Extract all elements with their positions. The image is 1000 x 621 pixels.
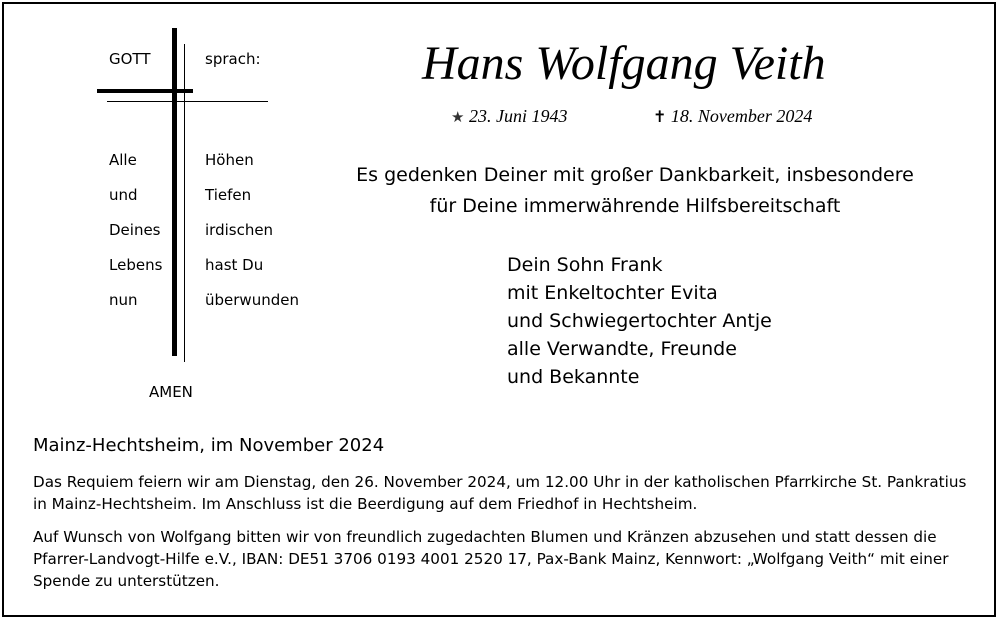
psalm-right-word: Tiefen xyxy=(205,186,252,204)
birth-date: 23. Juni 1943 xyxy=(468,106,568,126)
thanks-line: für Deine immerwährende Hilfsbereitschaft xyxy=(429,195,841,217)
psalm-left-word: Lebens xyxy=(109,256,163,274)
cross-horizontal-bar xyxy=(97,89,193,93)
cross-vertical-bar xyxy=(172,28,177,356)
birth-star-icon: ★ xyxy=(451,110,465,126)
psalm-right-word: hast Du xyxy=(205,256,264,274)
obituary-frame xyxy=(2,2,996,617)
requiem-line: Das Requiem feiern wir am Dienstag, den 26. November 2024, um 12.00 Uhr in der katholischen Pfarrkirche St. Pankratius xyxy=(33,473,967,491)
place-date: Mainz-Hechtsheim, im November 2024 xyxy=(33,435,385,456)
psalm-left-word: Alle xyxy=(109,151,137,169)
donation-line: Auf Wunsch von Wolfgang bitten wir von freundlich zugedachten Blumen und Kränzen abzusehen und statt dessen die xyxy=(33,528,937,546)
family-line: und Bekannte xyxy=(507,366,640,388)
donation-text xyxy=(33,526,948,592)
deceased-name: Hans Wolfgang Veith xyxy=(422,37,826,90)
psalm-left-word: Deines xyxy=(109,221,161,239)
thanks-line: Es gedenken Deiner mit großer Dankbarkeit, insbesondere xyxy=(356,164,914,186)
donation-line: Pfarrer-Landvogt-Hilfe e.V., IBAN: DE51 3706 0193 4001 2520 17, Pax-Bank Mainz, Kennwort: „Wolfgang Veith“ mit einer xyxy=(33,550,949,568)
psalm-amen: AMEN xyxy=(149,383,193,401)
requiem-line: in Mainz-Hechtsheim. Im Anschluss ist die Beerdigung auf dem Friedhof in Hechtsheim. xyxy=(33,495,698,513)
psalm-right-word: irdischen xyxy=(205,221,274,239)
family-list xyxy=(507,251,772,391)
requiem-text xyxy=(33,471,966,515)
psalm-right-word: Höhen xyxy=(205,151,254,169)
death-cross-icon: ✝ xyxy=(653,109,667,126)
donation-line: Spende zu unterstützen. xyxy=(33,572,220,590)
birth-date-line xyxy=(451,106,567,127)
psalm-right-word: sprach: xyxy=(205,50,261,68)
death-date: 18. November 2024 xyxy=(670,106,813,126)
thanks-text xyxy=(330,160,940,222)
family-line: mit Enkeltochter Evita xyxy=(507,282,718,304)
family-line: Dein Sohn Frank xyxy=(507,254,663,276)
family-line: alle Verwandte, Freunde xyxy=(507,338,737,360)
family-line: und Schwiegertochter Antje xyxy=(507,310,772,332)
death-date-line xyxy=(653,106,812,127)
psalm-left-word: GOTT xyxy=(109,50,151,68)
psalm-right-word: überwunden xyxy=(205,291,299,309)
cross-thin-vertical-line xyxy=(184,44,185,362)
psalm-left-word: und xyxy=(109,186,138,204)
psalm-left-word: nun xyxy=(109,291,138,309)
cross-thin-horizontal-line xyxy=(107,101,268,102)
